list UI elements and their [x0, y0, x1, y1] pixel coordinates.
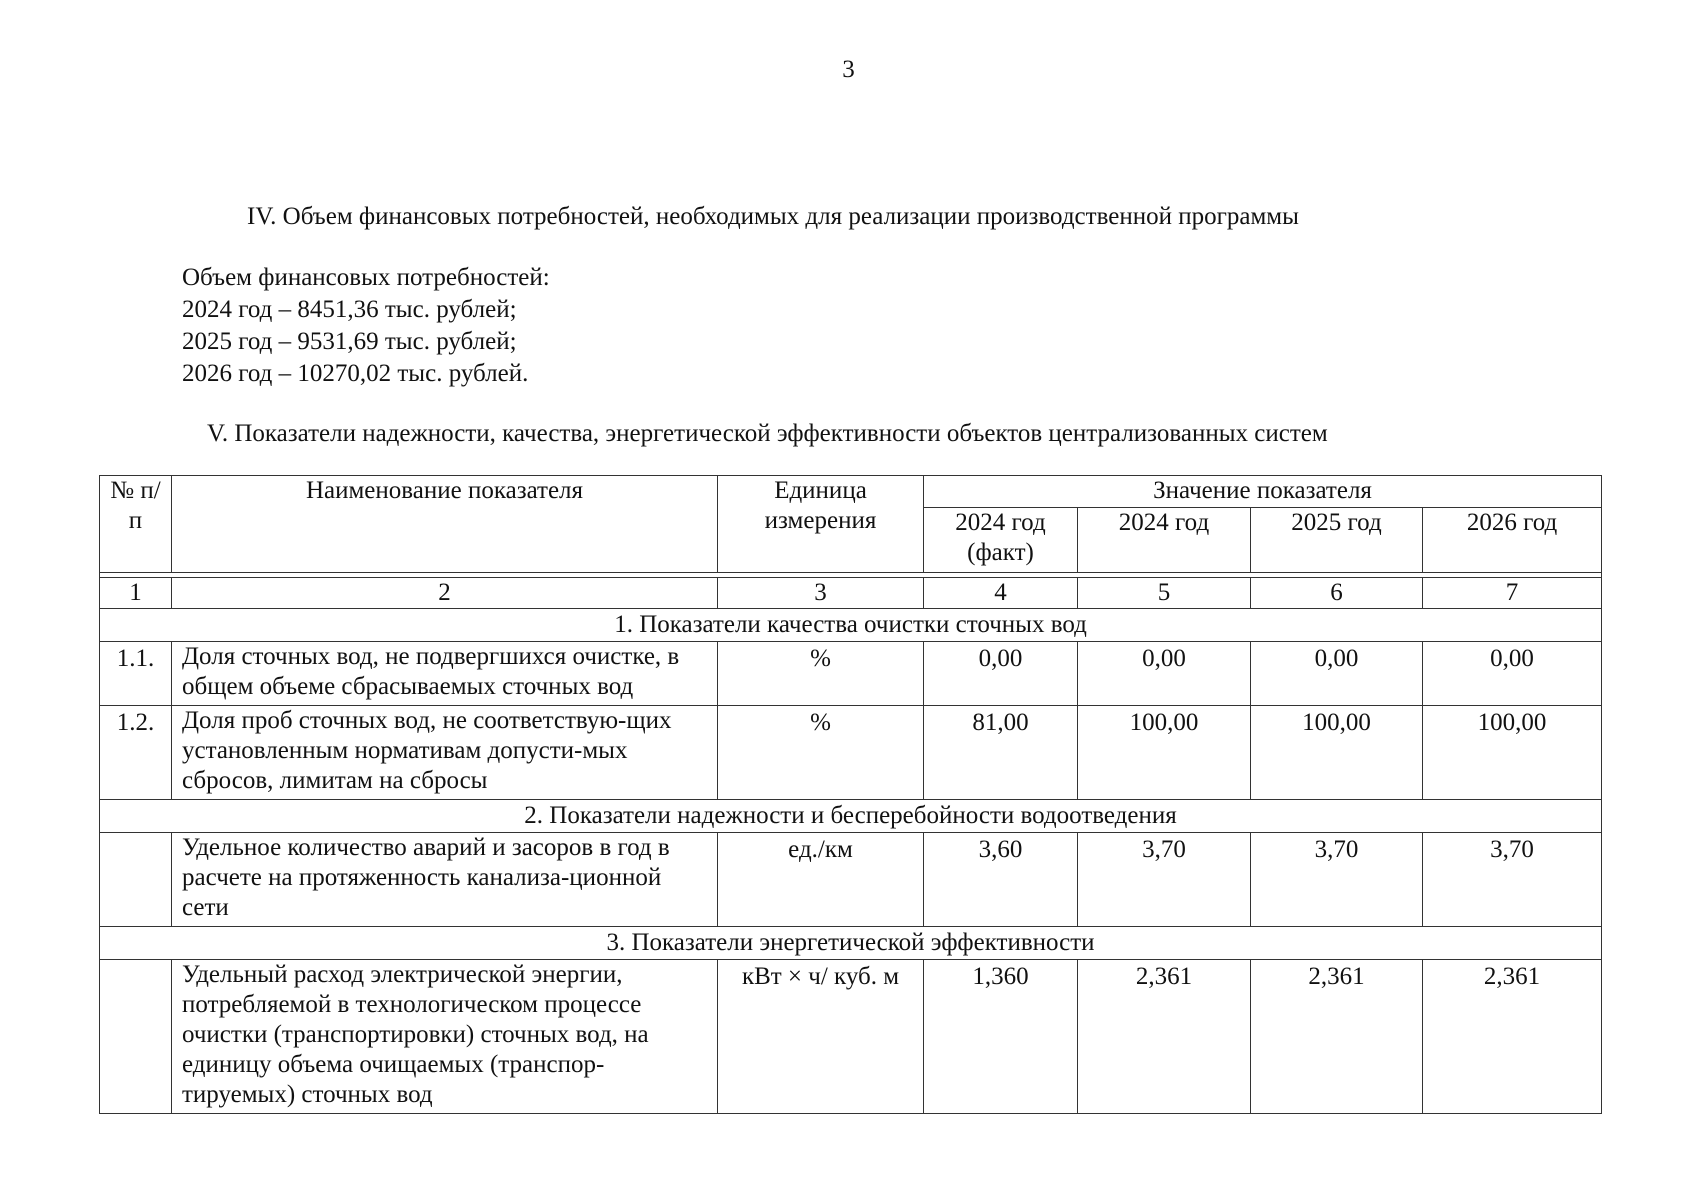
row-num: 1.2.: [100, 706, 172, 800]
table-row: [100, 833, 1602, 927]
row-value: 2,361: [1423, 960, 1602, 1114]
header-name: Наименование показателя: [172, 476, 718, 573]
row-unit: %: [718, 706, 924, 800]
header-year-2026: 2026 год: [1423, 508, 1602, 573]
header-year-2024: 2024 год: [1078, 508, 1251, 573]
section-4-heading: IV. Объем финансовых потребностей, необходимых для реализации производственной программы: [247, 203, 1299, 230]
financial-needs-intro: Объем финансовых потребностей:: [182, 264, 550, 291]
row-num: 1.1.: [100, 642, 172, 706]
financial-needs-line-2026: 2026 год – 10270,02 тыс. рублей.: [182, 360, 529, 387]
section-5-heading: V. Показатели надежности, качества, энергетической эффективности объектов централизованных систем: [207, 420, 1328, 447]
header-year-2025: 2025 год: [1251, 508, 1423, 573]
indicators-table: [99, 475, 1602, 1114]
row-value: 3,70: [1078, 833, 1251, 927]
row-unit: кВт × ч/ куб. м: [718, 960, 924, 1114]
row-value: 0,00: [1251, 642, 1423, 706]
row-value: 0,00: [1423, 642, 1602, 706]
row-name: Удельный расход электрической энергии, потребляемой в технологическом процессе очистки (транспортировки) сточных вод, на единицу объема очищаемых (транспор-тируемых) сточных вод: [172, 960, 718, 1114]
column-number: 4: [924, 578, 1078, 609]
row-num: [100, 833, 172, 927]
row-unit: ед./км: [718, 833, 924, 927]
row-num: [100, 960, 172, 1114]
row-value: 100,00: [1078, 706, 1251, 800]
page-number: 3: [842, 56, 855, 83]
row-value: 100,00: [1423, 706, 1602, 800]
row-value: 3,60: [924, 833, 1078, 927]
header-year-2024-fact: 2024 год (факт): [924, 508, 1078, 573]
row-unit: %: [718, 642, 924, 706]
column-number: 7: [1423, 578, 1602, 609]
row-value: 2,361: [1251, 960, 1423, 1114]
row-name: Доля сточных вод, не подвергшихся очистке, в общем объеме сбрасываемых сточных вод: [172, 642, 718, 706]
section-title: 2. Показатели надежности и бесперебойности водоотведения: [100, 800, 1602, 833]
row-value: 100,00: [1251, 706, 1423, 800]
column-number: 5: [1078, 578, 1251, 609]
row-value: 3,70: [1423, 833, 1602, 927]
financial-needs-block: [182, 262, 550, 390]
row-value: 3,70: [1251, 833, 1423, 927]
column-number: 2: [172, 578, 718, 609]
section-title: 3. Показатели энергетической эффективности: [100, 927, 1602, 960]
table-row: [100, 642, 1602, 706]
row-value: 0,00: [1078, 642, 1251, 706]
section-title: 1. Показатели качества очистки сточных вод: [100, 609, 1602, 642]
financial-needs-line-2024: 2024 год – 8451,36 тыс. рублей;: [182, 296, 517, 323]
row-name: Удельное количество аварий и засоров в год в расчете на протяженность канализа-ционной сети: [172, 833, 718, 927]
row-value: 2,361: [1078, 960, 1251, 1114]
column-number: 1: [100, 578, 172, 609]
row-value: 1,360: [924, 960, 1078, 1114]
header-unit: Единица измерения: [718, 476, 924, 573]
financial-needs-line-2025: 2025 год – 9531,69 тыс. рублей;: [182, 328, 517, 355]
table-row: [100, 960, 1602, 1114]
header-value-group: Значение показателя: [924, 476, 1602, 508]
column-number-row: [100, 578, 1602, 609]
row-value: 0,00: [924, 642, 1078, 706]
table-row: [100, 706, 1602, 800]
row-name: Доля проб сточных вод, не соответствую-щих установленным нормативам допусти-мых сбросов, лимитам на сбросы: [172, 706, 718, 800]
row-value: 81,00: [924, 706, 1078, 800]
column-number: 3: [718, 578, 924, 609]
header-num: № п/п: [100, 476, 172, 573]
column-number: 6: [1251, 578, 1423, 609]
